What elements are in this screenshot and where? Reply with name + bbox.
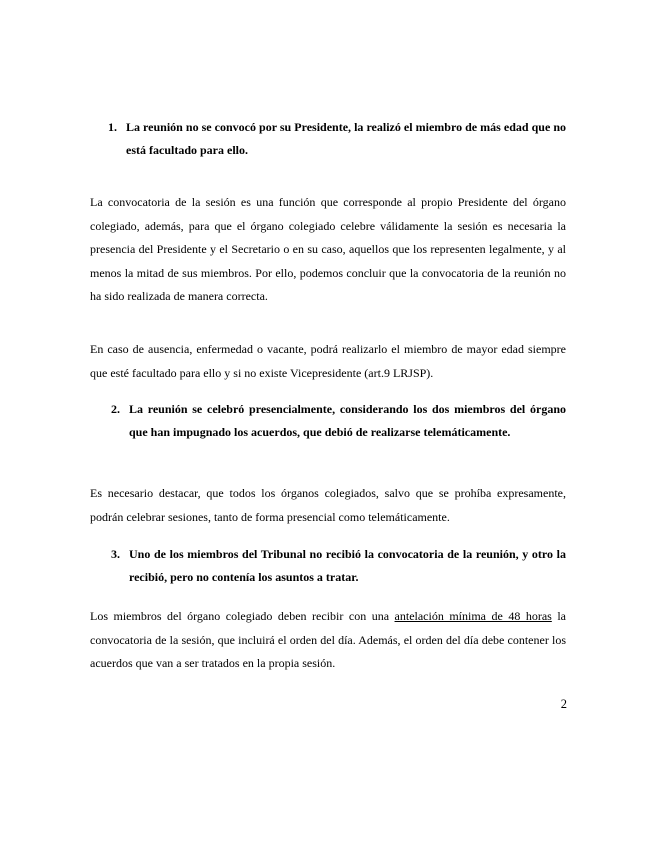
- section-3-paragraph-start: Los miembros del órgano colegiado deben recibir con una: [90, 609, 395, 623]
- underlined-deadline: antelación mínima de 48 horas: [394, 609, 552, 623]
- section-3-heading: [111, 543, 566, 589]
- section-1-paragraph-1: La convocatoria de la sesión es una función que corresponde al propio Presidente del órgano colegiado, además, para que el órgano colegiado celebre válidamente la sesión es necesaria la presencia del Presidente y el Secretario o en su caso, aquellos que los representen legalmente, y al menos la mitad de sus miembros. Por ello, podemos concluir que la convocatoria de la reunión no ha sido realizada de manera correcta.: [90, 195, 566, 303]
- section-3-number: 3.: [111, 547, 120, 561]
- section-3-paragraph-1: [90, 605, 566, 676]
- page-number: 2: [560, 697, 567, 711]
- section-2-heading: [111, 398, 566, 444]
- section-3-heading-text: Uno de los miembros del Tribunal no recibió la convocatoria de la reunión, y otro la recibió, pero no contenía los asuntos a tratar.: [129, 547, 566, 584]
- section-2-heading-text: La reunión se celebró presencialmente, considerando los dos miembros del órgano que han impugnado los acuerdos, que debió de realizarse telemáticamente.: [129, 402, 566, 439]
- section-3-paragraph-end: la convocatoria de la sesión, que incluirá el orden del día. Además, el orden del día debe contener los acuerdos que van a ser tratados en la propia sesión.: [90, 609, 566, 670]
- section-1-paragraph-2: En caso de ausencia, enfermedad o vacante, podrá realizarlo el miembro de mayor edad siempre que esté facultado para ello y si no existe Vicepresidente (art.9 LRJSP).: [90, 342, 566, 380]
- section-1-heading-text: La reunión no se convocó por su Presidente, la realizó el miembro de más edad que no está facultado para ello.: [126, 120, 566, 157]
- section-1-heading: [108, 116, 566, 162]
- section-2-number: 2.: [111, 402, 120, 416]
- section-1-number: 1.: [108, 120, 117, 134]
- section-2-paragraph-1: Es necesario destacar, que todos los órganos colegiados, salvo que se prohíba expresamente, podrán celebrar sesiones, tanto de forma presencial como telemáticamente.: [90, 486, 566, 524]
